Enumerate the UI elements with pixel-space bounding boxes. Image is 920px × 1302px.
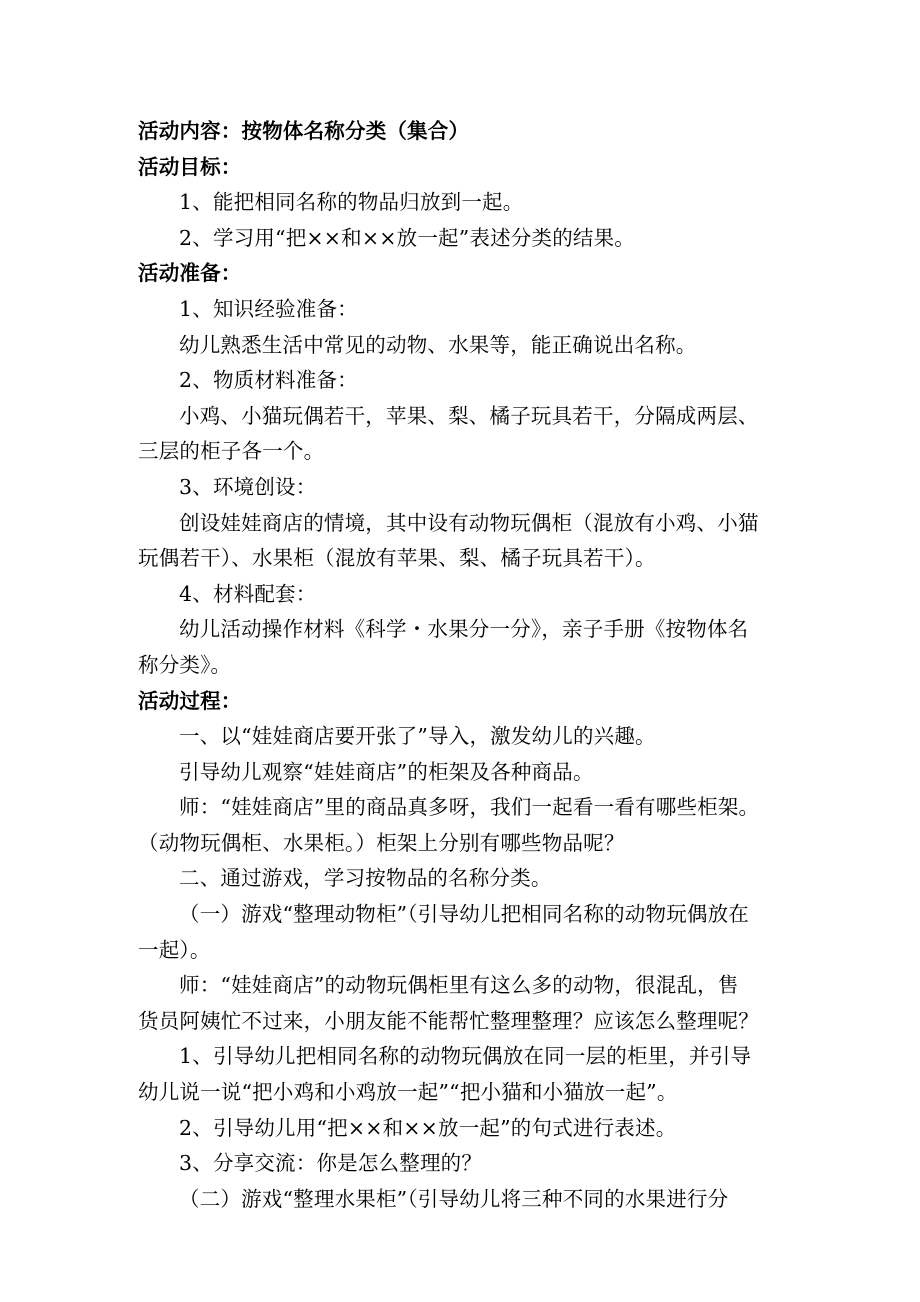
process-line-continued: 幼儿说一说“把小鸡和小鸡放一起”“把小猫和小猫放一起”。 [138, 1080, 678, 1105]
process-line: 2、引导幼儿用“把××和××放一起”的句式进行表述。 [179, 1115, 677, 1140]
prep-heading: 活动准备： [138, 261, 242, 286]
goal-item: 2、学习用“把××和××放一起”表述分类的结果。 [179, 225, 636, 250]
prep-line: 2、物质材料准备： [179, 368, 358, 393]
prep-line: 小鸡、小猫玩偶若干，苹果、梨、橘子玩具若干，分隔成两层、 [179, 403, 759, 428]
process-line: 一、以“娃娃商店要开张了”导入，激发幼儿的兴趣。 [179, 724, 656, 749]
process-line-continued: 货员阿姨忙不过来，小朋友能不能帮忙整理整理？应该怎么整理呢？ [138, 1008, 759, 1033]
process-line-continued: （动物玩偶柜、水果柜。）柜架上分别有哪些物品呢？ [138, 830, 625, 855]
process-line: 师：“娃娃商店”的动物玩偶柜里有这么多的动物，很混乱，售 [179, 973, 739, 998]
process-line: 1、引导幼儿把相同名称的动物玩偶放在同一层的柜里，并引导 [179, 1044, 752, 1069]
goals-heading: 活动目标： [138, 154, 242, 179]
process-line: 二、通过游戏，学习按物品的名称分类。 [179, 866, 552, 891]
prep-line: 幼儿活动操作材料《科学・水果分一分》，亲子手册《按物体名 [179, 617, 749, 642]
process-line: （一）游戏“整理动物柜”（引导幼儿把相同名称的动物玩偶放在 [179, 902, 750, 927]
prep-line-continued: 三层的柜子各一个。 [138, 439, 325, 464]
process-line: （二）游戏“整理水果柜”（引导幼儿将三种不同的水果进行分 [179, 1186, 729, 1211]
process-line: 师：“娃娃商店”里的商品真多呀，我们一起看一看有哪些柜架。 [179, 795, 760, 820]
prep-line: 3、环境创设： [179, 474, 317, 499]
prep-line: 幼儿熟悉生活中常见的动物、水果等，能正确说出名称。 [179, 332, 697, 357]
prep-line: 创设娃娃商店的情境，其中设有动物玩偶柜（混放有小鸡、小猫 [179, 510, 759, 535]
document-body [138, 114, 798, 1217]
activity-title: 活动内容：按物体名称分类（集合） [138, 119, 470, 143]
process-line: 引导幼儿观察“娃娃商店”的柜架及各种商品。 [179, 759, 594, 784]
prep-line-continued: 称分类》。 [138, 652, 232, 677]
prep-line: 1、知识经验准备： [179, 296, 358, 321]
process-line: 3、分享交流：你是怎么整理的？ [179, 1151, 483, 1176]
goal-item: 1、能把相同名称的物品归放到一起。 [179, 190, 524, 215]
process-line-continued: 一起）。 [138, 937, 211, 962]
prep-line: 4、材料配套： [179, 581, 317, 606]
prep-line-continued: 玩偶若干）、水果柜（混放有苹果、梨、橘子玩具若干）。 [138, 546, 656, 571]
process-heading: 活动过程： [138, 688, 242, 713]
